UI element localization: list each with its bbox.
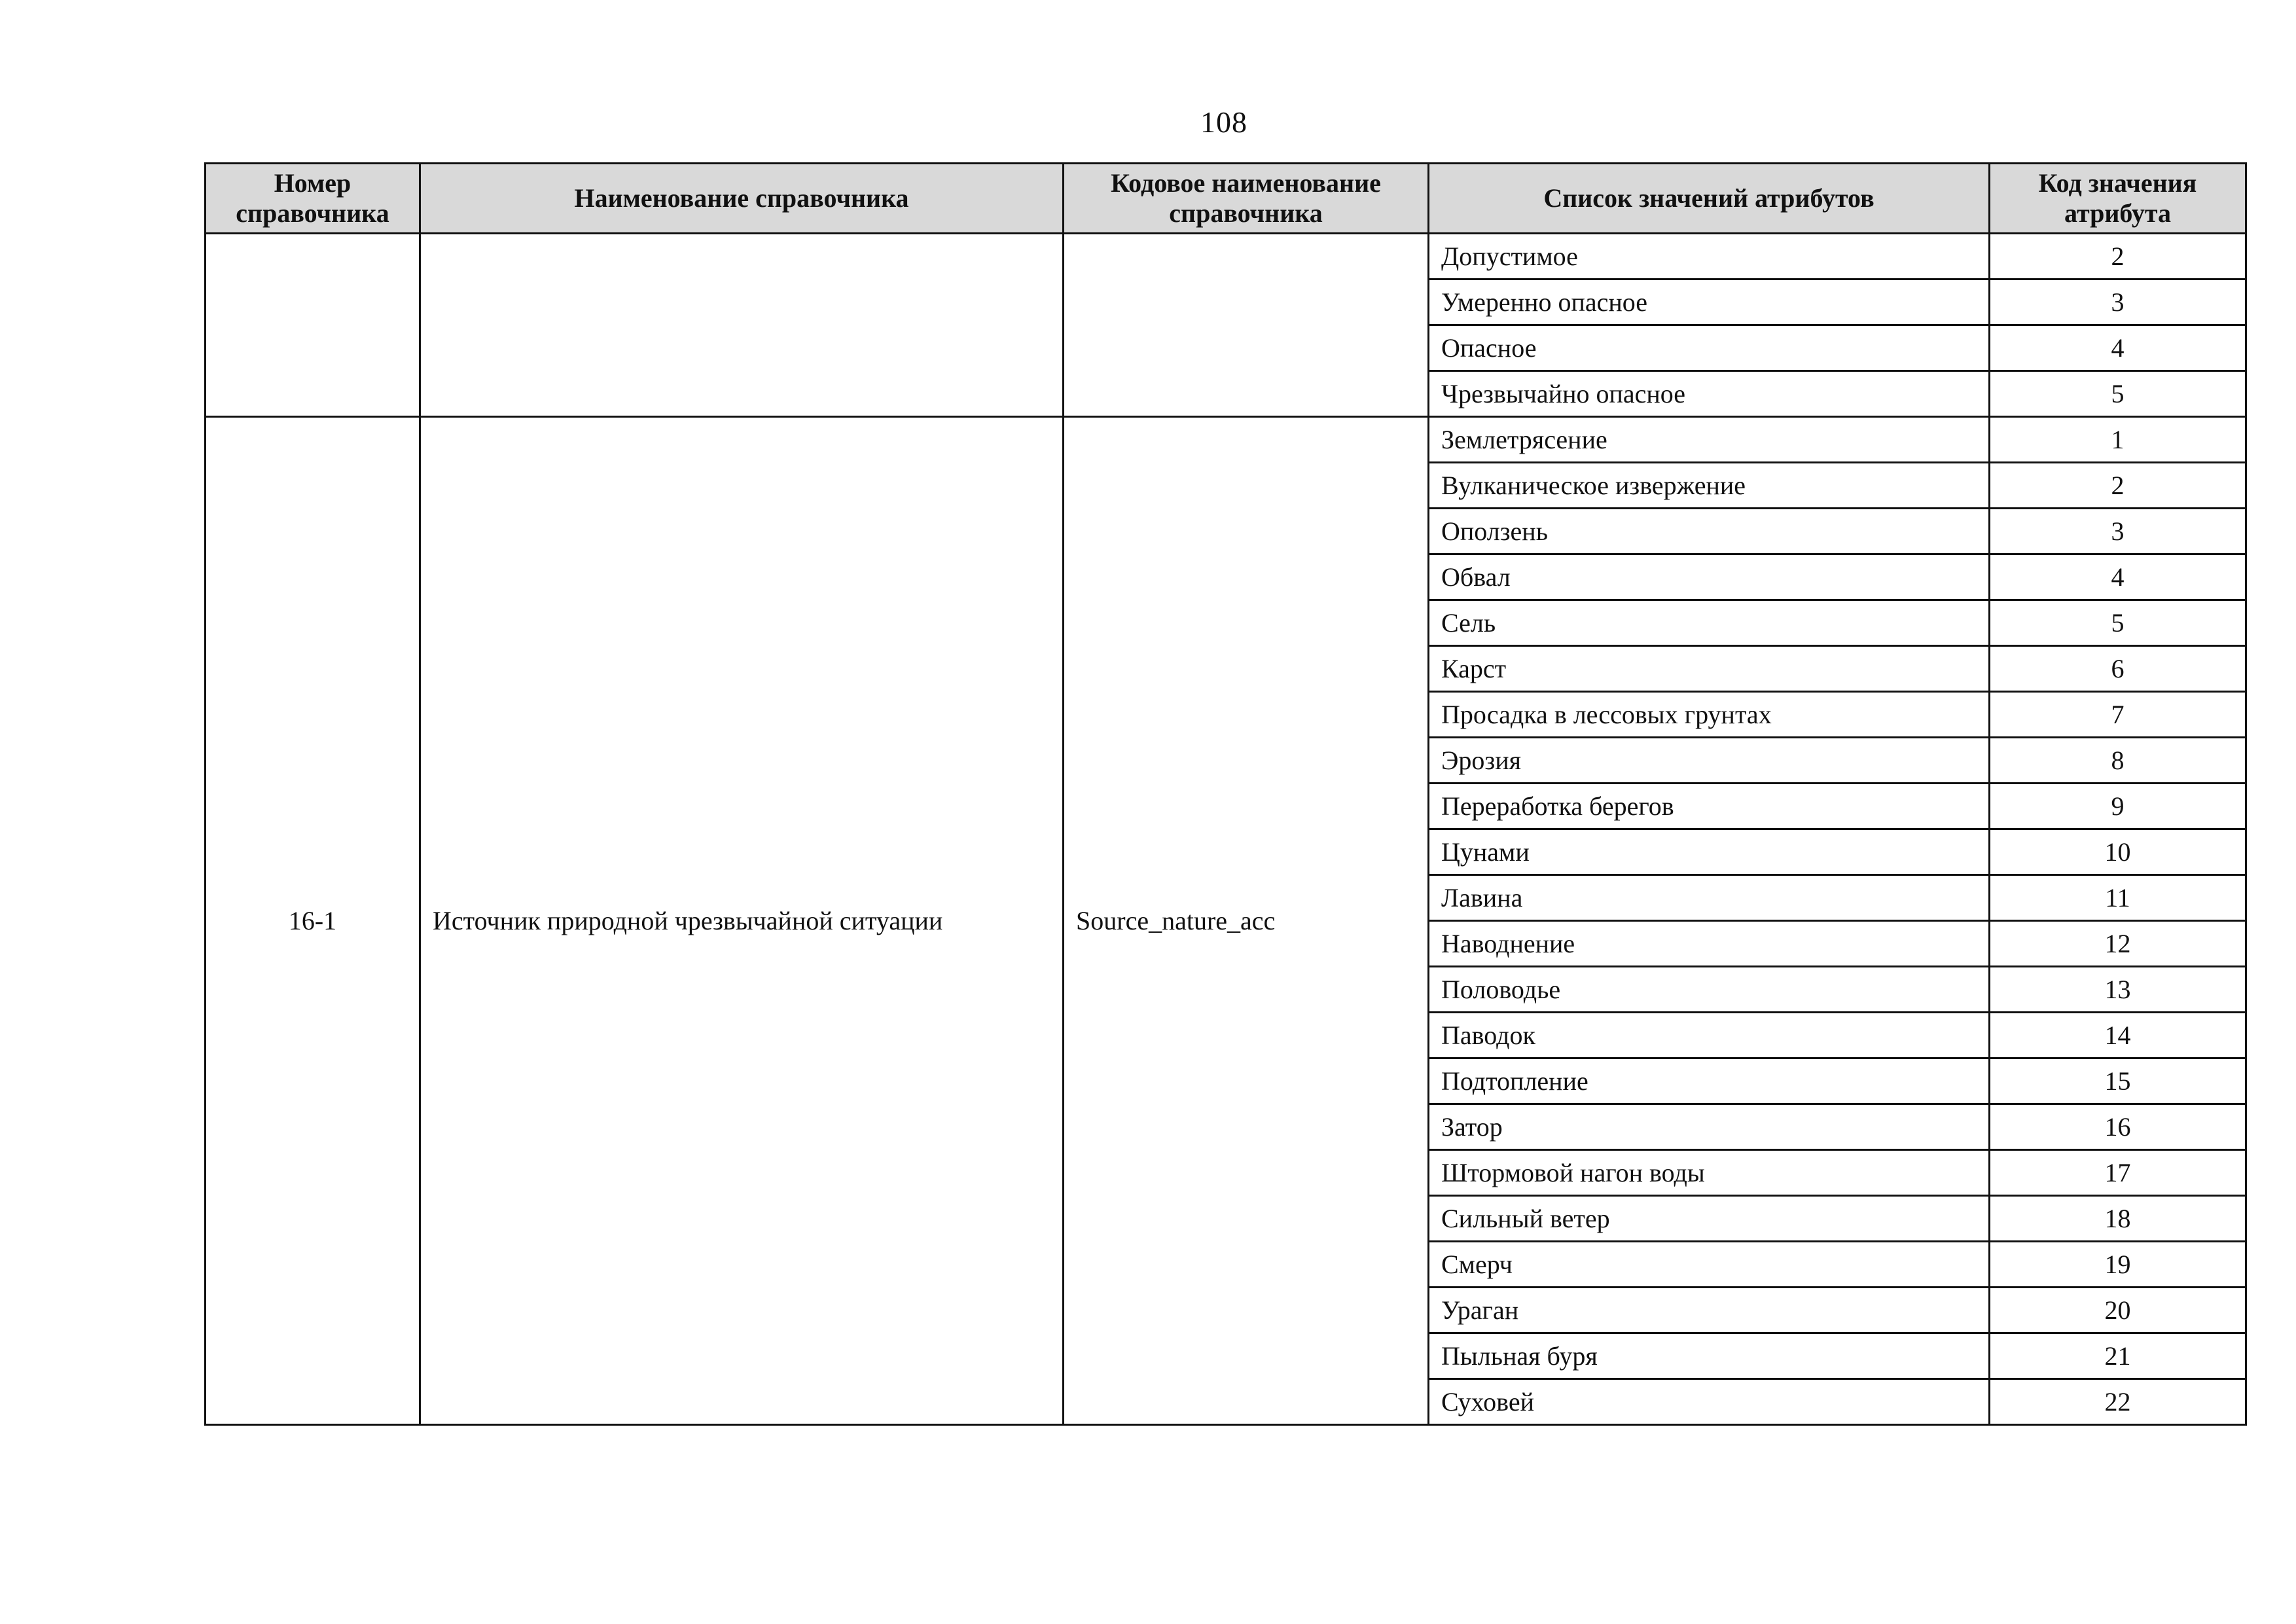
attribute-value: Ураган xyxy=(1429,1288,1990,1333)
attribute-code: 21 xyxy=(1990,1333,2246,1379)
attribute-code: 22 xyxy=(1990,1379,2246,1425)
attribute-value: Эрозия xyxy=(1429,738,1990,784)
attribute-code: 3 xyxy=(1990,280,2246,325)
header-code-name: Кодовое наименование справочника xyxy=(1064,164,1429,234)
header-name: Наименование справочника xyxy=(420,164,1064,234)
attribute-value: Смерч xyxy=(1429,1242,1990,1288)
attribute-code: 5 xyxy=(1990,371,2246,417)
attribute-code: 5 xyxy=(1990,600,2246,646)
header-value-code: Код значения атрибута xyxy=(1990,164,2246,234)
attribute-code: 17 xyxy=(1990,1150,2246,1196)
attribute-value: Вулканическое извержение xyxy=(1429,463,1990,509)
continued-number-cell xyxy=(206,234,420,417)
reference-name: Источник природной чрезвычайной ситуации xyxy=(420,417,1064,1425)
continued-code-name-cell xyxy=(1064,234,1429,417)
attribute-value: Сель xyxy=(1429,600,1990,646)
attribute-code: 14 xyxy=(1990,1013,2246,1058)
reference-code-name: Source_nature_acc xyxy=(1064,417,1429,1425)
table-body xyxy=(206,234,2246,1425)
attribute-value: Карст xyxy=(1429,646,1990,692)
attribute-value: Паводок xyxy=(1429,1013,1990,1058)
attribute-code: 9 xyxy=(1990,784,2246,829)
attribute-value: Пыльная буря xyxy=(1429,1333,1990,1379)
attribute-value: Землетрясение xyxy=(1429,417,1990,463)
attribute-code: 1 xyxy=(1990,417,2246,463)
attribute-code: 15 xyxy=(1990,1058,2246,1104)
attribute-value: Половодье xyxy=(1429,967,1990,1013)
attribute-code: 2 xyxy=(1990,463,2246,509)
attribute-value: Опасное xyxy=(1429,325,1990,371)
attribute-value: Обвал xyxy=(1429,554,1990,600)
attribute-code: 7 xyxy=(1990,692,2246,738)
table-row xyxy=(206,417,2246,463)
attribute-code: 6 xyxy=(1990,646,2246,692)
header-values: Список значений атрибутов xyxy=(1429,164,1990,234)
attribute-code: 2 xyxy=(1990,234,2246,280)
reference-table xyxy=(204,162,2247,1426)
attribute-value: Лавина xyxy=(1429,875,1990,921)
reference-number: 16-1 xyxy=(206,417,420,1425)
attribute-value: Просадка в лессовых грунтах xyxy=(1429,692,1990,738)
attribute-value: Допустимое xyxy=(1429,234,1990,280)
attribute-value: Подтопление xyxy=(1429,1058,1990,1104)
attribute-code: 18 xyxy=(1990,1196,2246,1242)
attribute-code: 19 xyxy=(1990,1242,2246,1288)
attribute-code: 4 xyxy=(1990,325,2246,371)
page-number: 108 xyxy=(1200,105,1247,139)
attribute-value: Цунами xyxy=(1429,829,1990,875)
table-header-row xyxy=(206,164,2246,234)
attribute-code: 10 xyxy=(1990,829,2246,875)
table-row xyxy=(206,234,2246,280)
header-number: Номер справочника xyxy=(206,164,420,234)
attribute-code: 8 xyxy=(1990,738,2246,784)
attribute-value: Оползень xyxy=(1429,509,1990,554)
attribute-value: Чрезвычайно опасное xyxy=(1429,371,1990,417)
continued-name-cell xyxy=(420,234,1064,417)
attribute-value: Переработка берегов xyxy=(1429,784,1990,829)
attribute-value: Умеренно опасное xyxy=(1429,280,1990,325)
attribute-value: Затор xyxy=(1429,1104,1990,1150)
attribute-value: Суховей xyxy=(1429,1379,1990,1425)
attribute-code: 20 xyxy=(1990,1288,2246,1333)
attribute-code: 4 xyxy=(1990,554,2246,600)
attribute-value: Штормовой нагон воды xyxy=(1429,1150,1990,1196)
attribute-code: 3 xyxy=(1990,509,2246,554)
attribute-value: Наводнение xyxy=(1429,921,1990,967)
attribute-value: Сильный ветер xyxy=(1429,1196,1990,1242)
attribute-code: 13 xyxy=(1990,967,2246,1013)
attribute-code: 12 xyxy=(1990,921,2246,967)
attribute-code: 11 xyxy=(1990,875,2246,921)
attribute-code: 16 xyxy=(1990,1104,2246,1150)
